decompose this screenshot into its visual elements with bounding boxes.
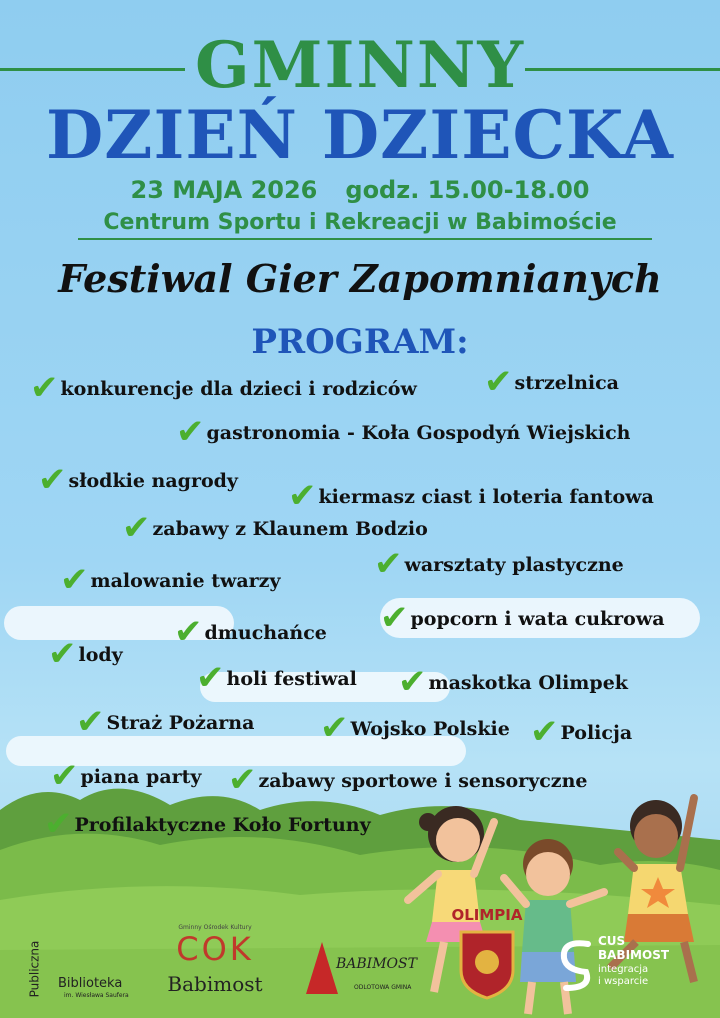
check-icon: ✔ bbox=[50, 756, 79, 796]
event-date: 23 MAJA 2026 bbox=[130, 176, 318, 204]
event-hours: godz. 15.00-18.00 bbox=[345, 176, 590, 204]
program-item: ✔ warsztaty plastyczne bbox=[374, 544, 624, 584]
check-icon: ✔ bbox=[380, 598, 409, 638]
check-icon: ✔ bbox=[76, 702, 105, 742]
divider-right bbox=[525, 68, 720, 71]
check-icon: ✔ bbox=[48, 634, 77, 674]
check-icon: ✔ bbox=[398, 662, 427, 702]
divider-left bbox=[0, 68, 185, 71]
program-item: ✔ popcorn i wata cukrowa bbox=[380, 598, 665, 638]
program-item: ✔ słodkie nagrody bbox=[38, 460, 238, 500]
check-icon: ✔ bbox=[174, 612, 203, 652]
babimost-logo: BABIMOST ODLOTOWA GMINA bbox=[302, 940, 422, 1000]
check-icon: ✔ bbox=[176, 412, 205, 452]
program-item: ✔ Profilaktyczne Koło Fortuny bbox=[44, 804, 371, 844]
program-item: ✔ zabawy sportowe i sensoryczne bbox=[228, 760, 588, 800]
library-logo: Publiczna Biblioteka im. Wiesława Saufera bbox=[27, 940, 129, 999]
olimpia-logo: OLIMPIA bbox=[440, 906, 534, 1006]
festival-title: Festiwal Gier Zapomnianych bbox=[58, 256, 662, 301]
check-icon: ✔ bbox=[196, 658, 225, 698]
check-icon: ✔ bbox=[530, 712, 559, 752]
cus-logo: CUS BABIMOST integracja i wsparcie bbox=[556, 932, 666, 1008]
program-item: ✔ konkurencje dla dzieci i rodziców bbox=[30, 368, 417, 408]
check-icon: ✔ bbox=[228, 760, 257, 800]
title-gminny: GMINNY bbox=[194, 28, 526, 103]
program-item: ✔ Wojsko Polskie bbox=[320, 708, 510, 748]
check-icon: ✔ bbox=[288, 476, 317, 516]
program-item: ✔ lody bbox=[48, 634, 123, 674]
venue: Centrum Sportu i Rekreacji w Babimoście bbox=[103, 210, 617, 235]
program-item: ✔ zabawy z Klaunem Bodzio bbox=[122, 508, 428, 548]
cus-emblem-icon bbox=[556, 936, 598, 996]
program-heading: PROGRAM: bbox=[251, 322, 469, 362]
check-icon: ✔ bbox=[374, 544, 403, 584]
program-item: ✔ Straż Pożarna bbox=[76, 702, 255, 742]
program-item: ✔ strzelnica bbox=[484, 362, 619, 402]
program-item: ✔ maskotka Olimpek bbox=[398, 662, 628, 702]
program-item: ✔ malowanie twarzy bbox=[60, 560, 281, 600]
program-item: ✔ holi festiwal bbox=[196, 658, 357, 698]
program-item: ✔ dmuchańce bbox=[174, 612, 327, 652]
check-icon: ✔ bbox=[30, 368, 59, 408]
check-icon: ✔ bbox=[320, 708, 349, 748]
check-icon: ✔ bbox=[44, 804, 73, 844]
venue-underline bbox=[78, 238, 652, 240]
date-line bbox=[0, 176, 720, 204]
program-item: ✔ kiermasz ciast i loteria fantowa bbox=[288, 476, 654, 516]
check-icon: ✔ bbox=[122, 508, 151, 548]
olimpia-shield-icon bbox=[457, 928, 517, 1000]
check-icon: ✔ bbox=[484, 362, 513, 402]
cok-logo: Gminny Ośrodek Kultury COK Babimost bbox=[167, 924, 263, 996]
program-item: ✔ gastronomia - Koła Gospodyń Wiejskich bbox=[176, 412, 631, 452]
check-icon: ✔ bbox=[38, 460, 67, 500]
title-dzien-dziecka: DZIEŃ DZIECKA bbox=[46, 96, 674, 174]
program-item: ✔ Policja bbox=[530, 712, 633, 752]
program-item: ✔ piana party bbox=[50, 756, 202, 796]
check-icon: ✔ bbox=[60, 560, 89, 600]
